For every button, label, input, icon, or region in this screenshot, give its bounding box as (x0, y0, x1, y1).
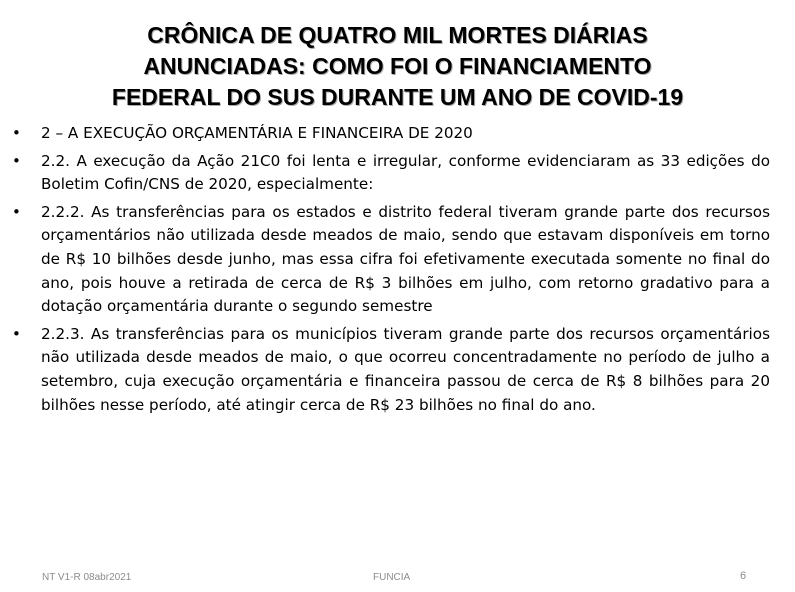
title-line-3: FEDERAL DO SUS DURANTE UM ANO DE COVID-19 (111, 84, 684, 110)
bullet-text: 2.2. A execução da Ação 21C0 foi lenta e irregular, conforme evidenciaram as 33 edições do Boletim Cofin/CNS de 2020, especialmente: (41, 151, 770, 194)
bullet-item-2-2 (10, 150, 770, 197)
bullet-item-2-2-3 (10, 323, 770, 417)
bullet-item-section-heading (10, 122, 770, 146)
bullet-text: 2 – A EXECUÇÃO ORÇAMENTÁRIA E FINANCEIRA DE 2020 (41, 124, 473, 142)
bullet-text: 2.2.3. As transferências para os municípios tiveram grande parte dos recursos orçamentários não utilizada desde meados de maio, o que ocorreu concentradamente no período de julho a setembro, cuja execução orçamentária e financeira passou de cerca de R$ 8 bilhões para 20 bilhões nesse período, até atingir cerca de R$ 23 bilhões no final do ano. (41, 324, 770, 414)
footer-author: FUNCIA (373, 572, 411, 583)
title-line-2: ANUNCIADAS: COMO FOI O FINANCIAMENTO (143, 53, 652, 79)
slide-title (40, 20, 755, 113)
bullet-item-2-2-2 (10, 201, 770, 319)
footer-version: NT V1-R 08abr2021 (42, 572, 132, 583)
title-line-1: CRÔNICA DE QUATRO MIL MORTES DIÁRIAS (147, 22, 648, 48)
page-number: 6 (740, 570, 747, 582)
bullet-list (10, 122, 770, 421)
bullet-dot-icon: • (12, 202, 21, 221)
bullet-text: 2.2.2. As transferências para os estados e distrito federal tiveram grande parte dos recursos orçamentários não utilizada desde meados de maio, sendo que estavam disponíveis em torno de R$ 10 bilhões desde junho, mas essa cifra foi efetivamente executada somente no final do ano, pois houve a retirada de cerca de R$ 3 bilhões em julho, com retorno gradativo para a dotação orçamentária durante o segundo semestre (41, 202, 770, 316)
bullet-dot-icon: • (12, 324, 21, 343)
bullet-dot-icon: • (12, 124, 21, 142)
bullet-dot-icon: • (12, 151, 21, 170)
